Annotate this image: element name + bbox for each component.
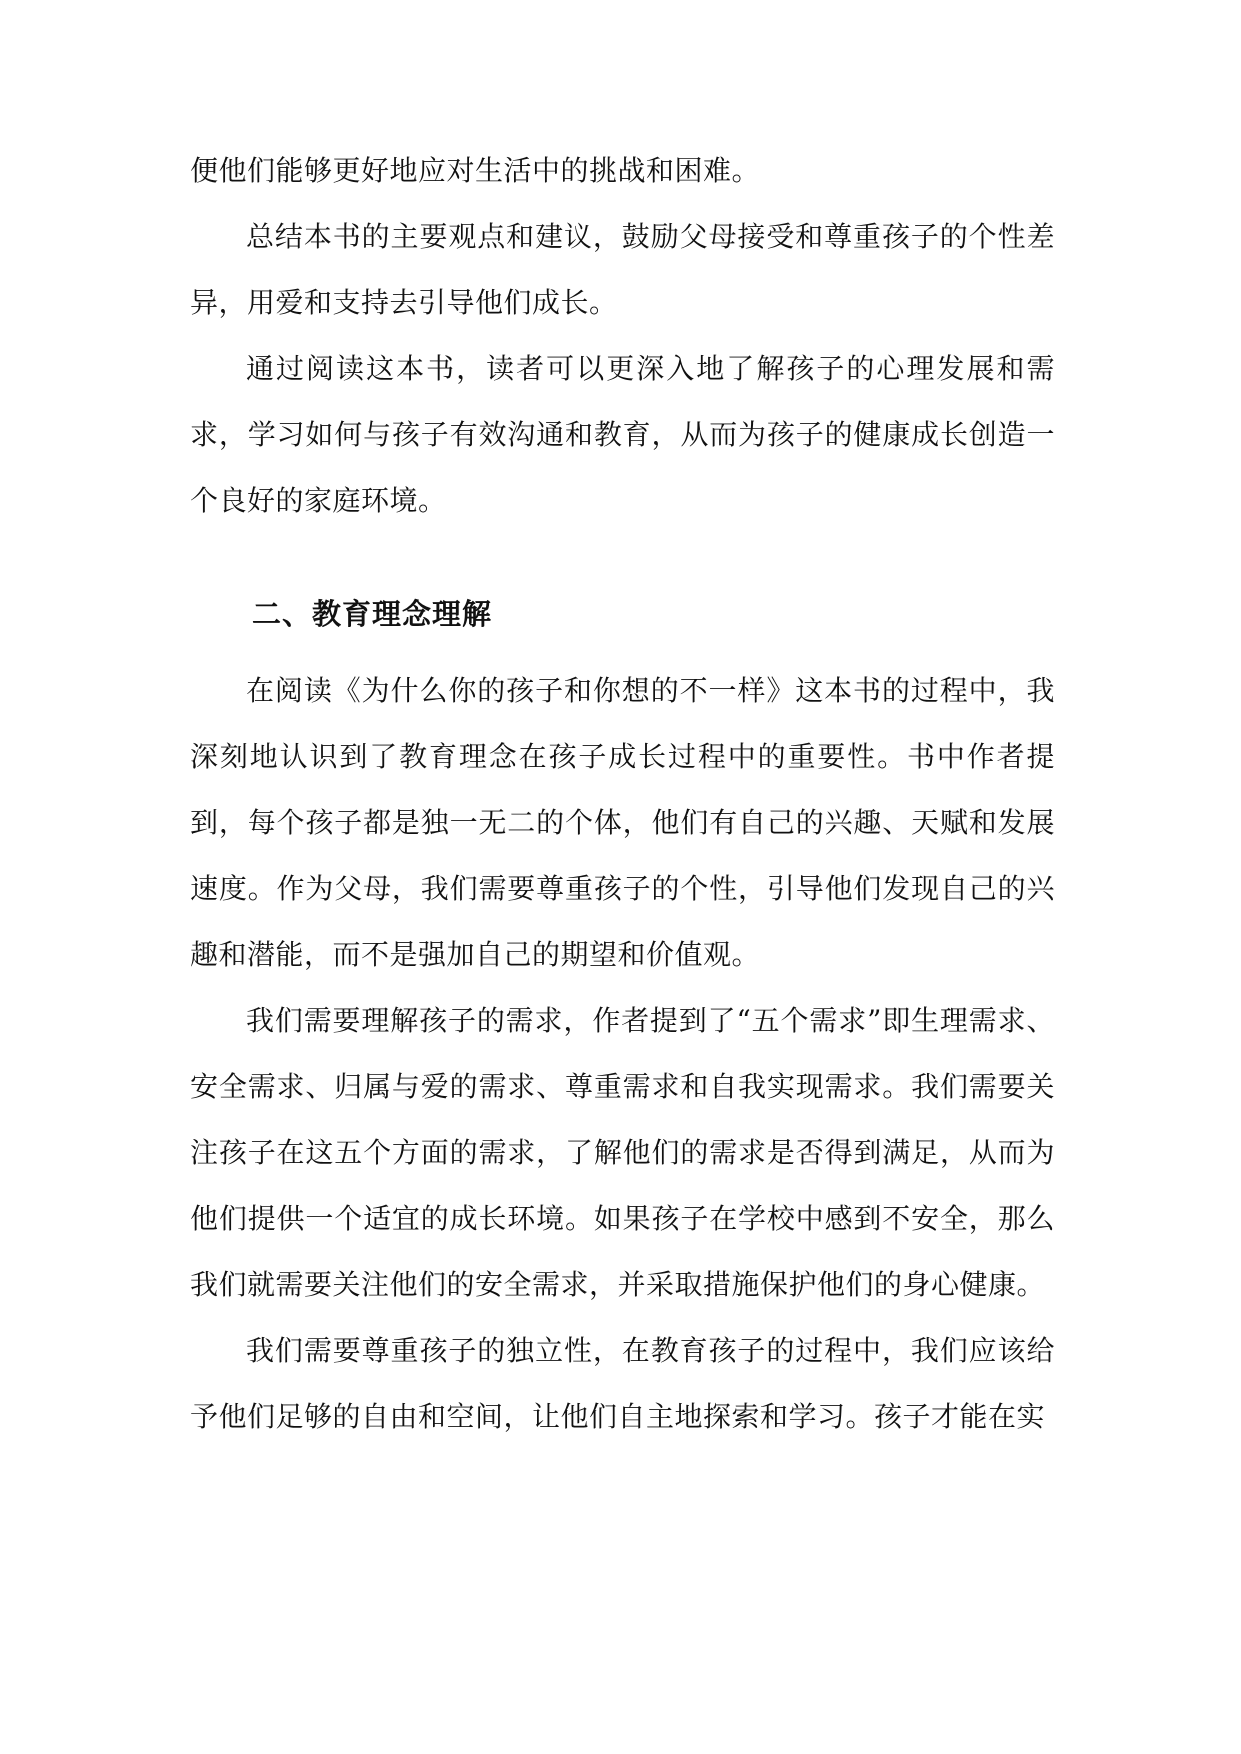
paragraph-education-concept: 在阅读《为什么你的孩子和你想的不一样》这本书的过程中，我深刻地认识到了教育理念在孩子成长过程中的重要性。书中作者提到，每个孩子都是独一无二的个体，他们有自己的兴趣、天赋和发展速度。作为父母，我们需要尊重孩子的个性，引导他们发现自己的兴趣和潜能，而不是强加自己的期望和价值观。	[190, 674, 1055, 971]
section-heading: 二、教育理念理解	[252, 597, 493, 631]
paragraph-continuation: 便他们能够更好地应对生活中的挑战和困难。	[190, 154, 761, 187]
document-body	[190, 138, 1055, 1450]
paragraph-reading-benefit: 通过阅读这本书，读者可以更深入地了解孩子的心理发展和需求，学习如何与孩子有效沟通和教育，从而为孩子的健康成长创造一个良好的家庭环境。	[190, 352, 1055, 517]
paragraph-independence: 我们需要尊重孩子的独立性，在教育孩子的过程中，我们应该给予他们足够的自由和空间，让他们自主地探索和学习。孩子才能在实	[190, 1334, 1055, 1433]
paragraph-summary: 总结本书的主要观点和建议，鼓励父母接受和尊重孩子的个性差异，用爱和支持去引导他们成长。	[190, 220, 1055, 319]
paragraph-five-needs: 我们需要理解孩子的需求，作者提到了“五个需求”即生理需求、安全需求、归属与爱的需求、尊重需求和自我实现需求。我们需要关注孩子在这五个方面的需求，了解他们的需求是否得到满足，从而为他们提供一个适宜的成长环境。如果孩子在学校中感到不安全，那么我们就需要关注他们的安全需求，并采取措施保护他们的身心健康。	[190, 1004, 1055, 1301]
